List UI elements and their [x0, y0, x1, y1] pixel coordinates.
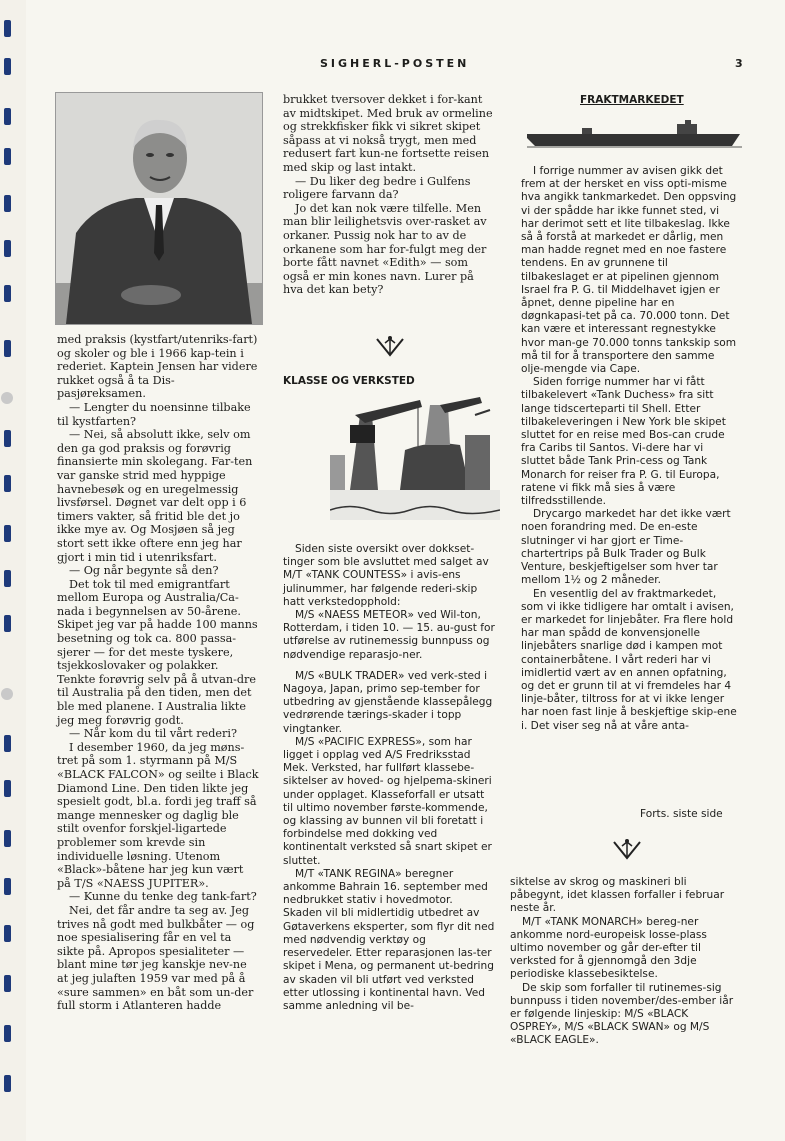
binding-hole [1, 688, 13, 700]
frakt-column [521, 165, 739, 733]
interview-paragraph: Jo det kan nok være tilfelle. Men man blir leilighetsvis over-rasket av orkaner. Pussig nok har to av de orkanene som har for-fulgt meg der borte fått navnet «Edith» — som også er min kones navn. Lurer på hva det kan bety? [283, 201, 487, 297]
binding-hole [1, 392, 13, 404]
klasse-paragraph: M/T «TANK REGINA» beregner ankomme Bahrain 16. september med nedbrukket stativ i hovedmotor. Skaden vil bli midlertidig utbedret av Gøtaverkens eksperter, som flyr dit ned med nødvendig verktøy og reservedeler. Etter reparasjonen las-ter skipet i Mena, og permanent ut-bedring av skaden vil bli utført ved verksted etter utlossing i kontinental havn. Ved samme anledning vil be- [283, 867, 495, 1012]
binding-hole [4, 735, 11, 752]
continued-note: Forts. siste side [640, 808, 723, 820]
newspaper-title: SIGHERL-POSTEN [320, 57, 470, 70]
klasse-paragraph: siktelse av skrog og maskineri bli påbegynt, idet klassen forfaller i februar neste år. [510, 876, 725, 915]
binding-hole [4, 20, 11, 37]
page-number: 3 [735, 57, 743, 70]
klasse-paragraph: Siden siste oversikt over dokkset-tinger som ble avsluttet med salget av M/T «TANK COUNTESS» i avis-ens julinummer, har følgende rederi-skip hatt verkstedopphold: [283, 543, 489, 608]
binding-hole [4, 830, 11, 847]
interview-question: — Lengter du noensinne tilbake til kystfarten? [57, 400, 251, 428]
interview-paragraph: Det tok til med emigrantfart mellom Europa og Australia/Ca-nada i begynnelsen av 50-årene. Skipet jeg var på hadde 100 manns besetning og tok ca. 800 passa-sjerer — for det meste tyskere, tsjekkoslovaker og polakker. Tenkte forøvrig selv på å utvan-dre til Australia på den tiden, men det ble med planene. I Australia likte jeg meg forøvrig godt. [57, 577, 258, 727]
klasse-paragraph: M/S «BULK TRADER» ved verk-sted i Nagoya, Japan, primo sep-tember for utbedring av gjenstående klassepålegg vedrørende tærings-skader i topp vingtanker. [283, 669, 493, 735]
binding-hole [4, 340, 11, 357]
klasse-column-continued [510, 876, 739, 1048]
binding-hole [4, 285, 11, 302]
frakt-paragraph: I forrige nummer av avisen gikk det frem at der hersket en viss opti-misme hva angikk tankmarkedet. Den oppsving vi der spådde har ikke funnet sted, vi har derimot sett et lite tilbakeslag. Ikke så å forstå at markedet er dårlig, men man hadde regnet med en noe fastere tendens. En av grunnene til tilbakeslaget er at pipelinen gjennom Israel fra P. G. til Middelhavet igjen er åpnet, denne pipeline har en døgnkapasi-tet på ca. 70.000 tonn. Det kan være et interessant regnestykke hvor man-ge 70.000 tonns tankskip som må til for å transportere den samme olje-mengde via Cape. [521, 165, 737, 376]
binding-hole [4, 475, 11, 492]
interview-question: — Når kom du til vårt rederi? [69, 727, 237, 741]
frakt-paragraph: Drycargo markedet har det ikke vært noen forandring med. De en-este slutninger vi har gjort er Time-chartertrips på Bulk Trader og Bulk Venture, beskjeftigelser som hver tar mellom 1½ og 2 måneder. [521, 508, 731, 587]
binding-hole [4, 615, 11, 632]
binding-hole [4, 1025, 11, 1042]
section-ornament-icon [375, 335, 405, 365]
tanker-ship-illustration [527, 118, 742, 152]
interview-question: — Du liker deg bedre i Gulfens roligere farvann da? [283, 174, 471, 202]
klasse-paragraph: De skip som forfaller til rutinemes-sig bunnpuss i tiden november/des-ember iår er følgende linjeskip: M/S «BLACK OSPREY», M/S «BLACK SWAN» og M/S «BLACK EAGLE». [510, 981, 734, 1047]
binding-hole [4, 925, 11, 942]
interview-paragraph: — Nei, så absolutt ikke, selv om den ga god praksis og forøvrig finansierte min skolegang. Far-ten var ganske strid med hyppige havnebesøk og en uregelmessig livsførsel. Døgnet var delt opp i 6 timers vakter, så fritid ble det jo ikke mye av. Og Mosjøen så jeg stort sett ikke oftere enn jeg har gjort i min tid i utenriksfart. [57, 428, 253, 564]
binding-hole [4, 525, 11, 542]
interview-column-2 [283, 93, 495, 297]
binding-hole [4, 148, 11, 165]
binding-hole [4, 975, 11, 992]
klasse-column [283, 543, 495, 1013]
binding-hole [4, 430, 11, 447]
portrait-photo [55, 92, 263, 325]
interview-question: — Kunne du tenke deg tank-fart? [69, 890, 257, 904]
interview-question: — Og når begynte så den? [69, 564, 219, 578]
interview-paragraph: Nei, det får andre ta seg av. Jeg trives nå godt med bulkbåter — og noe spesialisering får en vel ta sikte på. Apropos spesialiteter — blant mine tør jeg kanskje nev-ne at jeg julaften 1959 var med på å «sure sammen» en båt som un-der full storm i Atlanteren hadde [57, 903, 255, 1013]
binding-hole [4, 58, 11, 75]
shipyard-crane-illustration [330, 395, 500, 524]
binding-hole [4, 240, 11, 257]
binding-hole [4, 195, 11, 212]
frakt-paragraph: En vesentlig del av fraktmarkedet, som vi ikke tidligere har omtalt i avisen, er markedet for linjebåter. Fra flere hold har man spådd de konvensjonelle linjebåters snarlige død i kampen mot containerbåtene. I vårt rederi har vi imidlertid vært av en annen opfatning, og det er grunn til at vi fremdeles har 4 linje-båter, tiltross for at vi ikke lenger har noen fast linje å beskjeftige skip-ene i. Det viser seg nå at våre anta- [521, 587, 737, 732]
section-heading-frakt: FRAKTMARKEDET [580, 94, 684, 106]
section-heading-klasse: KLASSE OG VERKSTED [283, 375, 415, 387]
klasse-paragraph: M/T «TANK MONARCH» bereg-ner ankomme nord-europeisk losse-plass ultimo november og går der-efter til verksted for å gjennomgå den 3dje periodiske klassebesiktelse. [510, 915, 707, 981]
binding-hole [4, 570, 11, 587]
binding-hole [4, 108, 11, 125]
binding-hole [4, 780, 11, 797]
klasse-paragraph: M/S «NAESS METEOR» ved Wil-ton, Rotterdam, i tiden 10. — 15. au-gust for utførelse av rutinemessig bunnpuss og nødvendige reparasjo-ner. [283, 609, 495, 661]
binding-hole [4, 878, 11, 895]
klasse-paragraph: M/S «PACIFIC EXPRESS», som har ligget i opplag ved A/S Fredriksstad Mek. Verksted, har fullført klassebe-siktelser av hoved- og hjelpema-skineri under opplaget. Klasseforfall er utsatt til ultimo november første-kommende, og klassing av bunnen vil bli foretatt i forbindelse med dokking ved kontinentalt verksted så snart skipet er sluttet. [283, 735, 492, 867]
interview-column-1 [57, 333, 260, 1013]
interview-paragraph: brukket tversover dekket i for-kant av midtskipet. Med bruk av ormeline og strekkfisker fikk vi sikret skipet såpass at vi nokså trygt, men med redusert fart kun-ne fortsette reisen med skip og last intakt. [283, 93, 493, 174]
frakt-paragraph: Siden forrige nummer har vi fått tilbakelevert «Tank Duchess» fra sitt lange tidscerteparti til Shell. Etter tilbakeleveringen i New York ble skipet sluttet for en reise med Bos-can crude fra Caribs til Santos. Vi-dere har vi sluttet både Tank Prin-cess og Tank Monarch for reiser fra P. G. til Europa, ratene vi fikk må sies å være tilfredsstillende. [521, 376, 726, 508]
binding-hole [4, 1075, 11, 1092]
interview-paragraph: I desember 1960, da jeg møns-tret på som 1. styrmann på M/S «BLACK FALCON» og seilte i Black Diamond Line. Den tiden likte jeg spesielt godt, bl.a. fordi jeg traff så mange mennesker og daglig ble stilt ovenfor forskjel-ligartede problemer som krevde sin individuelle løsning. Utenom «Black»-båtene har jeg kun vært på T/S «NAESS JUPITER». [57, 740, 259, 890]
interview-paragraph: med praksis (kystfart/utenriks-fart) og skoler og ble i 1966 kap-tein i rederiet. Kaptein Jensen har videre rukket også å ta Dis-pasjøreksamen. [57, 333, 258, 401]
ring-binding [0, 0, 26, 1141]
section-ornament-icon [612, 838, 642, 868]
